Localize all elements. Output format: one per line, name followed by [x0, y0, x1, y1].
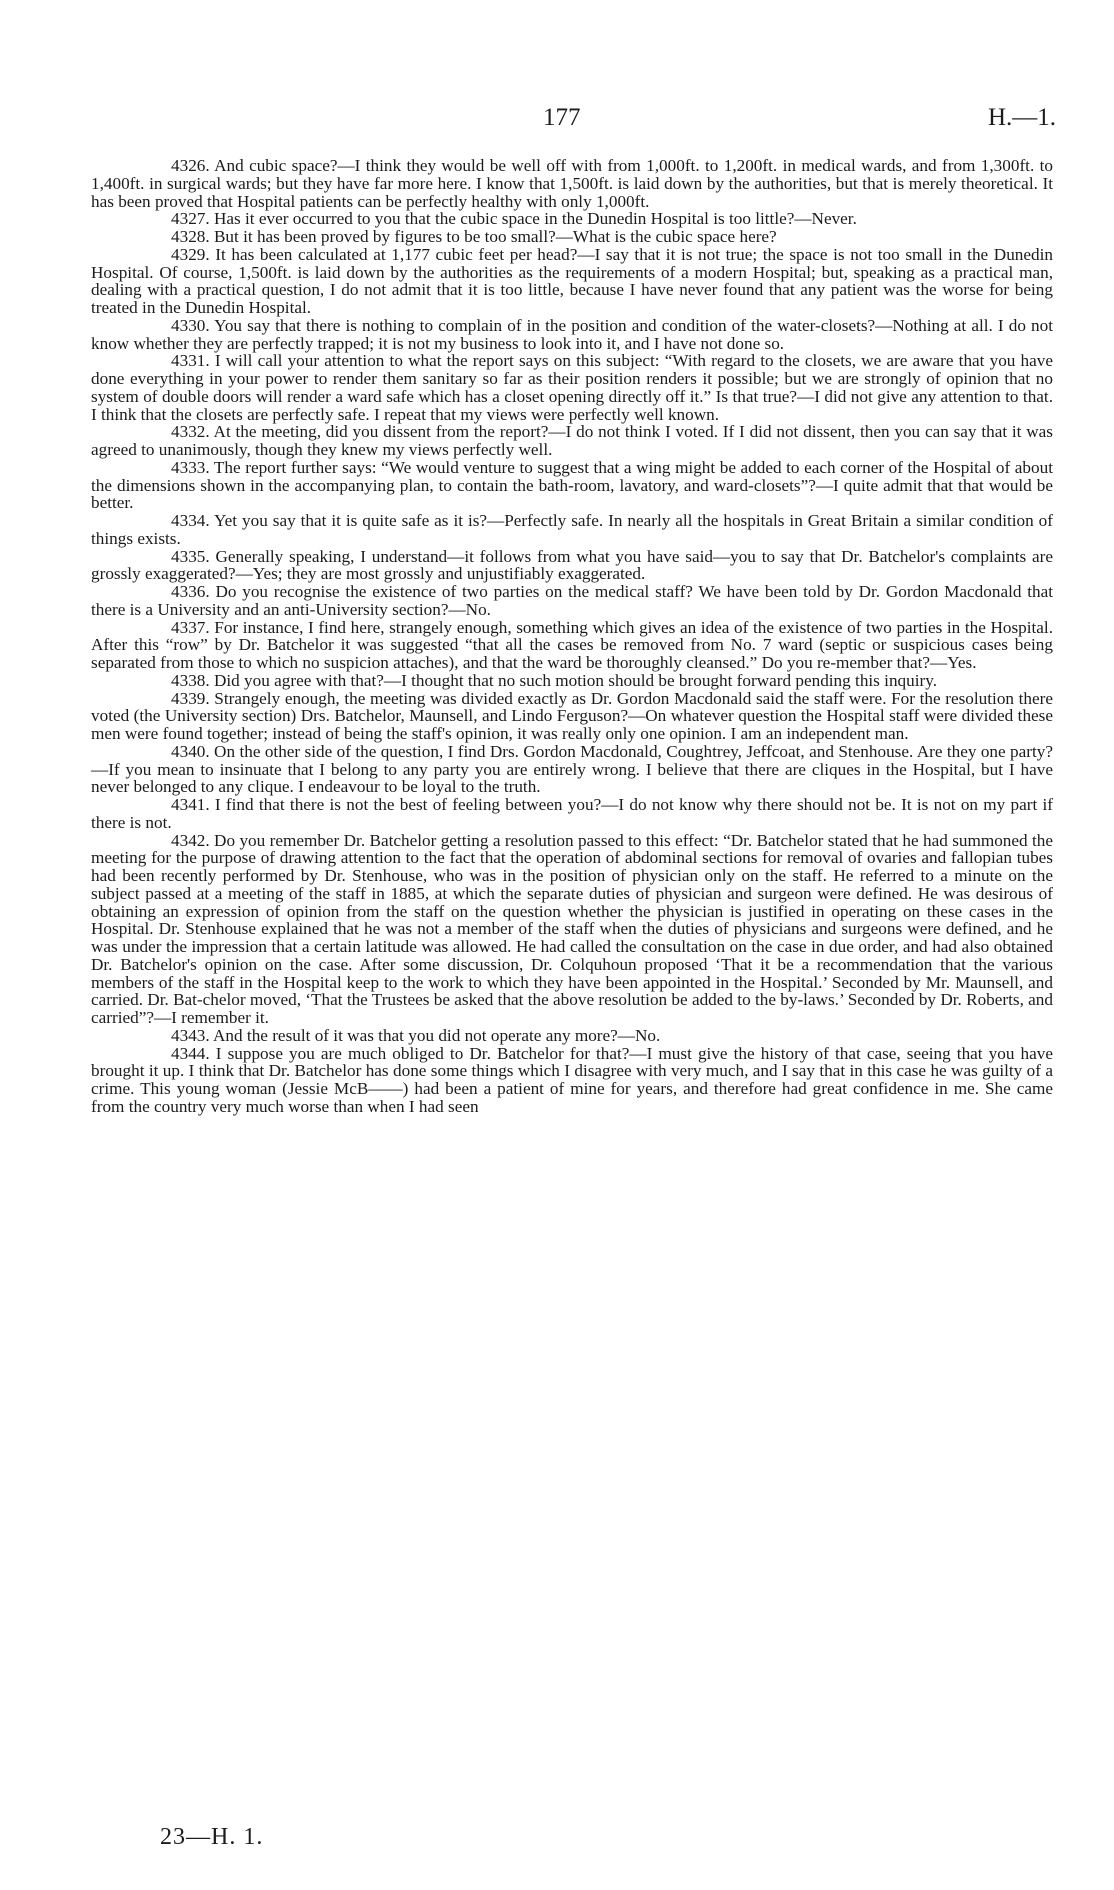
page-header	[0, 104, 1114, 140]
paragraph-4343: 4343. And the result of it was that you did not operate any more?—No.	[171, 1025, 661, 1045]
page-number: 177	[543, 104, 581, 131]
paragraph-4333: 4333. The report further says: “We would venture to suggest that a wing might be added to each corner of the Hospital of about the dimensions shown in the accompanying plan, to contain the bath-room, lavatory, and ward-closets”?—I quite admit that that would be better.	[91, 457, 1053, 513]
paragraph-4341: 4341. I find that there is not the best of feeling between you?—I do not know why there should not be. It is not on my part if there is not.	[91, 795, 1053, 832]
paragraph-4331: 4331. I will call your attention to what the report says on this subject: “With regard to the closets, we are aware that you have done everything in your power to render them sanitary so far as their position renders it possible; but we are strongly of opinion that no system of double doors will render a ward safe which has a closet opening directly off it.” Is that true?—I did not give any attention to that. I think that the closets are perfectly safe. I repeat that my views were perfectly well known.	[91, 351, 1053, 424]
paragraph-4344: 4344. I suppose you are much obliged to Dr. Batchelor for that?—I must give the history of that case, seeing that you have brought it up. I think that Dr. Batchelor has done some things which I disagree with very much, and I say that in this case he was guilty of a crime. This young woman (Jessie McB——) had been a patient of mine for years, and therefore had great confidence in me. She came from the country very much worse than when I had seen	[91, 1043, 1053, 1116]
paragraph-4334: 4334. Yet you say that it is quite safe as it is?—Perfectly safe. In nearly all the hospitals in Great Britain a similar condition of things exists.	[91, 511, 1053, 548]
paragraph-4326: 4326. And cubic space?—I think they would be well off with from 1,000ft. to 1,200ft. in medical wards, and from 1,300ft. to 1,400ft. in surgical wards; but they have far more here. I know that 1,500ft. is laid down by the authorities, but that is merely theoretical. It has been proved that Hospital patients can be perfectly healthy with only 1,000ft.	[91, 156, 1053, 211]
paragraph-4328: 4328. But it has been proved by figures to be too small?—What is the cubic space here?	[171, 227, 777, 246]
paragraph-4342: 4342. Do you remember Dr. Batchelor getting a resolution passed to this effect: “Dr. Batchelor stated that he had summoned the meeting for the purpose of drawing attention to the fact that the operation of abdominal sections for removal of ovaries and fallopian tubes had been recently performed by Dr. Stenhouse, who was in the position of physician only on the staff. He referred to a minute on the subject passed at a meeting of the staff in 1885, at which the separate duties of physician and surgeon were defined. He was desirous of obtaining an expression of opinion from the staff on the question whether the physician is justified in operating on these cases in the Hospital. Dr. Stenhouse explained that he was not a member of the staff when the duties of physicians and surgeons were defined, and he was under the impression that a certain latitude was allowed. He had called the consultation on the case in due order, and had also obtained Dr. Batchelor's opinion on the case. After some discussion, Dr. Colquhoun proposed ‘That it be a recommendation that the various members of the staff in the Hospital keep to the work to which they have been appointed in the Hospital.’ Seconded by Mr. Maunsell, and carried. Dr. Bat-chelor moved, ‘That the Trustees be asked that the above resolution be added to the by-laws.’ Seconded by Dr. Roberts, and carried”?—I remember it.	[91, 830, 1053, 1027]
paragraph-4339: 4339. Strangely enough, the meeting was divided exactly as Dr. Gordon Macdonald said the staff were. For the resolution there voted (the University section) Drs. Batchelor, Maunsell, and Lindo Ferguson?—On whatever question the Hospital staff were divided these men were found together; instead of being the staff's opinion, it was really only one opinion. I am an independent man.	[91, 688, 1053, 743]
paragraph-4332: 4332. At the meeting, did you dissent from the report?—I do not think I voted. If I did not dissent, then you can say that it was agreed to unanimously, though they knew my views perfectly well.	[91, 422, 1053, 459]
paragraph-4330: 4330. You say that there is nothing to complain of in the position and condition of the water-closets?—Nothing at all. I do not know whether they are perfectly trapped; it is not my business to look into it, and I have not done so.	[91, 315, 1053, 353]
paragraph-4337: 4337. For instance, I find here, strangely enough, something which gives an idea of the existence of two parties in the Hospital. After this “row” by Dr. Batchelor it was suggested “that all the cases be removed from No. 7 ward (septic or suspicious cases being separated from those to which no suspicion attaches), and that the ward be thoroughly cleansed.” Do you re-member that?—Yes.	[91, 617, 1053, 672]
page-reference: H.—1.	[987, 104, 1056, 131]
paragraph-4327: 4327. Has it ever occurred to you that the cubic space in the Dunedin Hospital is too little?—Never.	[171, 209, 857, 229]
paragraph-4335: 4335. Generally speaking, I understand—it follows from what you have said—you to say that Dr. Batchelor's complaints are grossly exaggerated?—Yes; they are most grossly and unjustifiably exaggerated.	[91, 546, 1053, 584]
signature-mark: 23—H. 1.	[160, 1824, 264, 1850]
paragraph-4338: 4338. Did you agree with that?—I thought that no such motion should be brought forward pending this inquiry.	[171, 670, 938, 690]
paragraph-4336: 4336. Do you recognise the existence of two parties on the medical staff? We have been told by Dr. Gordon Macdonald that there is a University and an anti-University section?—No.	[91, 582, 1053, 619]
paragraph-4340: 4340. On the other side of the question, I find Drs. Gordon Macdonald, Coughtrey, Jeffcoat, and Stenhouse. Are they one party?—If you mean to insinuate that I belong to any party you are entirely wrong. I believe that there are cliques in the Hospital, but I have never belonged to any clique. I endeavour to be loyal to the truth.	[91, 741, 1053, 797]
paragraph-4329: 4329. It has been calculated at 1,177 cubic feet per head?—I say that it is not true; the space is not too small in the Dunedin Hospital. Of course, 1,500ft. is laid down by the authorities as the requirements of a modern Hospital; but, speaking as a practical man, dealing with a practical question, I do not admit that it is too little, because I have never found that any patient was the worse for being treated in the Dunedin Hospital.	[91, 244, 1053, 317]
body-text	[91, 157, 1053, 1116]
